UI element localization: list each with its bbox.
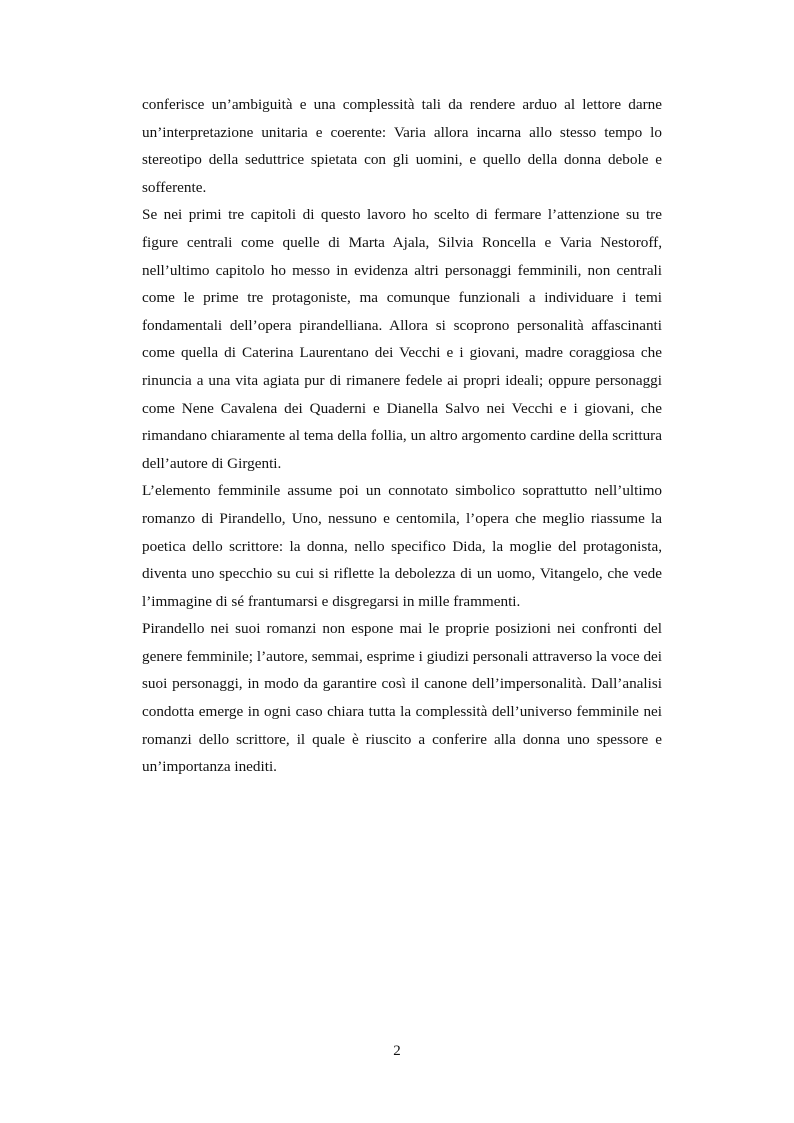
page-number: 2 [393,1043,401,1059]
paragraph-2: Se nei primi tre capitoli di questo lavoro ho scelto di fermare l’attenzione su tre figure centrali come quelle di Marta Ajala, Silvia Roncella e Varia Nestoroff, nell’ultimo capitolo ho messo in evidenza altri personaggi femminili, non centrali come le prime tre protagoniste, ma comunque funzionali a individuare i temi fondamentali dell’opera pirandelliana. Allora si scoprono personalità affascinanti come quella di Caterina Laurentano dei Vecchi e i giovani, madre coraggiosa che rinuncia a una vita agiata pur di rimanere fedele ai propri ideali; oppure personaggi come Nene Cavalena dei Quaderni e Dianella Salvo nei Vecchi e i giovani, che rimandano chiaramente al tema della follia, un altro argomento cardine della scrittura dell’autore di Girgenti. [142,206,662,472]
body-text [142,91,662,781]
paragraph-1: conferisce un’ambiguità e una complessità tali da rendere arduo al lettore darne un’interpretazione unitaria e coerente: Varia allora incarna allo stesso tempo lo stereotipo della seduttrice spietata con gli uomini, e quello della donna debole e sofferente. [142,96,662,196]
paragraph-3: L’elemento femminile assume poi un connotato simbolico soprattutto nell’ultimo romanzo di Pirandello, Uno, nessuno e centomila, l’opera che meglio riassume la poetica dello scrittore: la donna, nello specifico Dida, la moglie del protagonista, diventa uno specchio su cui si riflette la debolezza di un uomo, Vitangelo, che vede l’immagine di sé frantumarsi e disgregarsi in mille frammenti. [142,482,662,610]
paragraph-4: Pirandello nei suoi romanzi non espone mai le proprie posizioni nei confronti del genere femminile; l’autore, semmai, esprime i giudizi personali attraverso la voce dei suoi personaggi, in modo da garantire così il canone dell’impersonalità. Dall’analisi condotta emerge in ogni caso chiara tutta la complessità dell’universo femminile nei romanzi dello scrittore, il quale è riuscito a conferire alla donna uno spessore e un’importanza inediti. [142,620,662,776]
